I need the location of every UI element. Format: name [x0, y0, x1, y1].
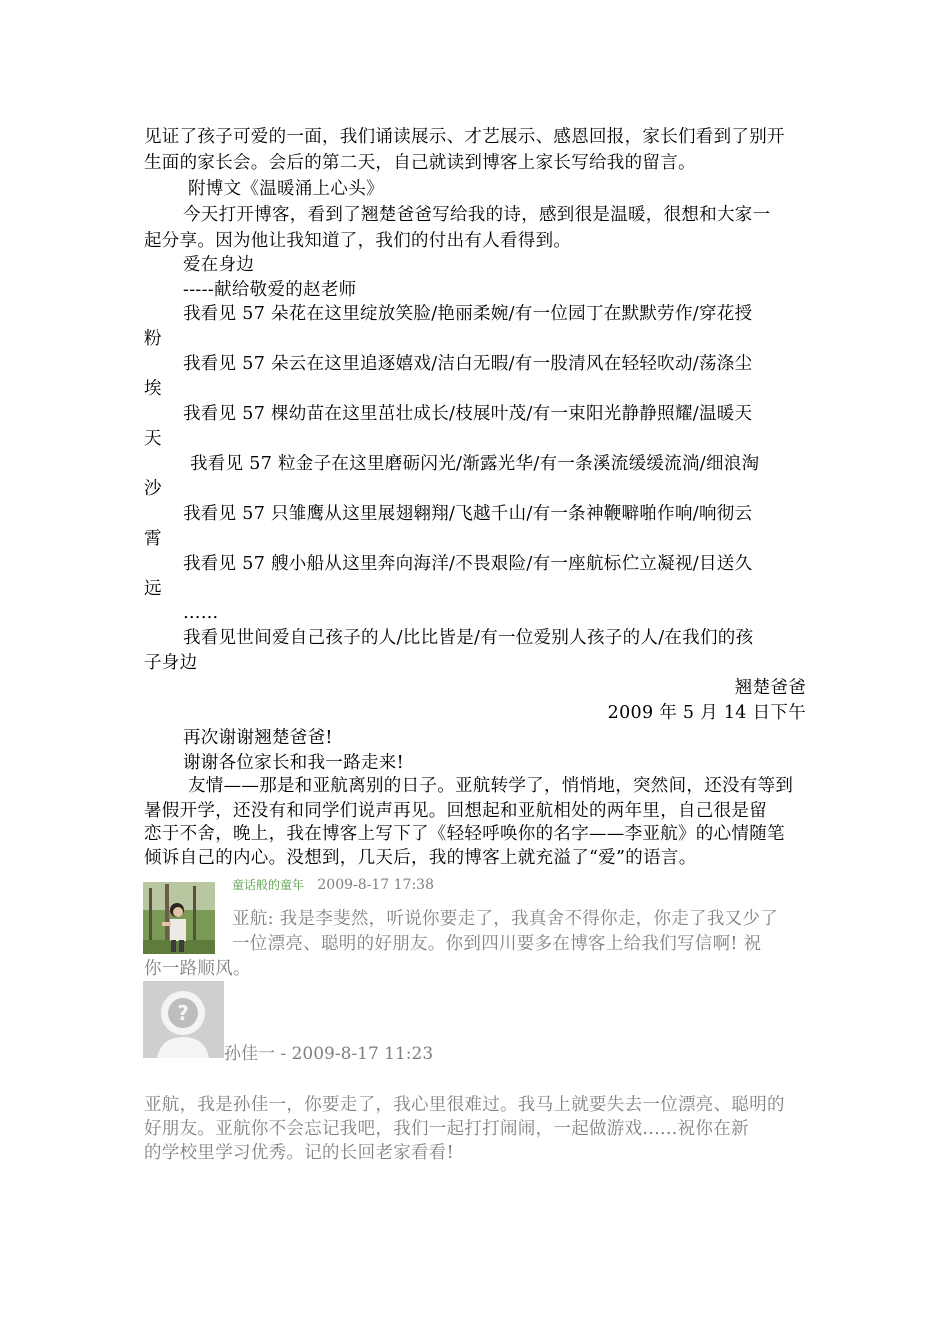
- svg-text:?: ?: [177, 1001, 189, 1025]
- thanks-line: 谢谢各位家长和我一路走来!: [183, 753, 404, 773]
- comment-text-line: 的学校里学习优秀。记的长回老家看看!: [144, 1143, 454, 1163]
- comment-text-line: 你一路顺风。: [144, 959, 251, 979]
- poem-signature: 翘楚爸爸: [734, 678, 806, 698]
- poem-closing-line: 我看见世间爱自己孩子的人/比比皆是/有一位爱别人孩子的人/在我们的孩: [183, 628, 754, 648]
- poem-closing-wrap: 子身边: [144, 653, 198, 673]
- comment-text-line: 亚航: 我是李斐然，听说你要走了，我真舍不得你走，你走了我又少了: [232, 909, 779, 929]
- poem-dedication: -----献给敬爱的赵老师: [183, 280, 357, 300]
- poem-stanza-wrap: 粉: [144, 329, 162, 349]
- poem-stanza-line: 我看见 57 粒金子在这里磨砺闪光/渐露光华/有一条溪流缓缓流淌/细浪淘: [190, 454, 760, 474]
- poem-ellipsis: ……: [183, 603, 219, 623]
- commenter-avatar-photo[interactable]: [143, 882, 215, 954]
- thanks-line: 再次谢谢翘楚爸爸!: [183, 728, 333, 748]
- comment-meta: 孙佳一 - 2009-8-17 11:23: [224, 1044, 434, 1064]
- friendship-line: 恋于不舍，晚上，我在博客上写下了《轻轻呼唤你的名字——李亚航》的心情随笔: [144, 824, 785, 844]
- poem-title: 爱在身边: [183, 255, 255, 275]
- commenter-name-link[interactable]: 童话般的童年: [232, 878, 305, 892]
- commenter-name-link[interactable]: 孙佳一: [224, 1044, 275, 1064]
- comment-text-line: 好朋友。亚航你不会忘记我吧，我们一起打打闹闹，一起做游戏......祝你在新: [144, 1119, 749, 1139]
- poem-stanza-line: 我看见 57 艘小船从这里奔向海洋/不畏艰险/有一座航标伫立凝视/目送久: [183, 554, 753, 574]
- poem-date: 2009 年 5 月 14 日下午: [607, 703, 806, 723]
- poem-stanza-wrap: 沙: [144, 479, 162, 499]
- comment-text-line: 一位漂亮、聪明的好朋友。你到四川要多在博客上给我们写信啊! 祝: [232, 934, 762, 954]
- friendship-line: 暑假开学，还没有和同学们说声再见。回想起和亚航相处的两年里，自己很是留: [144, 801, 767, 821]
- intro-line: 起分享。因为他让我知道了，我们的付出有人看得到。: [144, 231, 572, 251]
- attached-article-title: 附博文《温暖涌上心头》: [188, 179, 384, 199]
- poem-stanza-line: 我看见 57 朵云在这里追逐嬉戏/洁白无暇/有一股清风在轻轻吹动/荡涤尘: [183, 354, 753, 374]
- paragraph-line: 生面的家长会。会后的第二天，自己就读到博客上家长写给我的留言。: [144, 153, 696, 173]
- poem-stanza-line: 我看见 57 棵幼苗在这里茁壮成长/枝展叶茂/有一束阳光静静照耀/温暖天: [183, 404, 753, 424]
- comment-time: 2009-8-17 11:23: [291, 1044, 434, 1064]
- poem-stanza-line: 我看见 57 只雏鹰从这里展翅翱翔/飞越千山/有一条神鞭噼啪作响/响彻云: [183, 504, 753, 524]
- comment-text-line: 亚航，我是孙佳一，你要走了，我心里很难过。我马上就要失去一位漂亮、聪明的: [144, 1095, 785, 1115]
- friendship-line: 倾诉自己的内心。没想到，几天后，我的博客上就充溢了“爱”的语言。: [144, 848, 697, 868]
- friendship-line: 友情——那是和亚航离别的日子。亚航转学了，悄悄地，突然间，还没有等到: [188, 776, 794, 796]
- poem-stanza-wrap: 霄: [144, 529, 162, 549]
- comment-meta: [232, 876, 434, 894]
- intro-line: 今天打开博客，看到了翘楚爸爸写给我的诗，感到很是温暖，很想和大家一: [183, 205, 771, 225]
- poem-stanza-wrap: 天: [144, 429, 162, 449]
- poem-stanza-line: 我看见 57 朵花在这里绽放笑脸/艳丽柔婉/有一位园丁在默默劳作/穿花授: [183, 304, 753, 324]
- default-avatar[interactable]: [143, 981, 224, 1058]
- poem-stanza-wrap: 埃: [144, 379, 162, 399]
- comment-time: 2009-8-17 17:38: [317, 877, 434, 893]
- question-mark-avatar-icon: [143, 981, 224, 1058]
- child-photo-icon: [143, 882, 215, 954]
- poem-stanza-wrap: 远: [144, 579, 162, 599]
- paragraph-line: 见证了孩子可爱的一面，我们诵读展示、才艺展示、感恩回报，家长们看到了别开: [144, 127, 785, 147]
